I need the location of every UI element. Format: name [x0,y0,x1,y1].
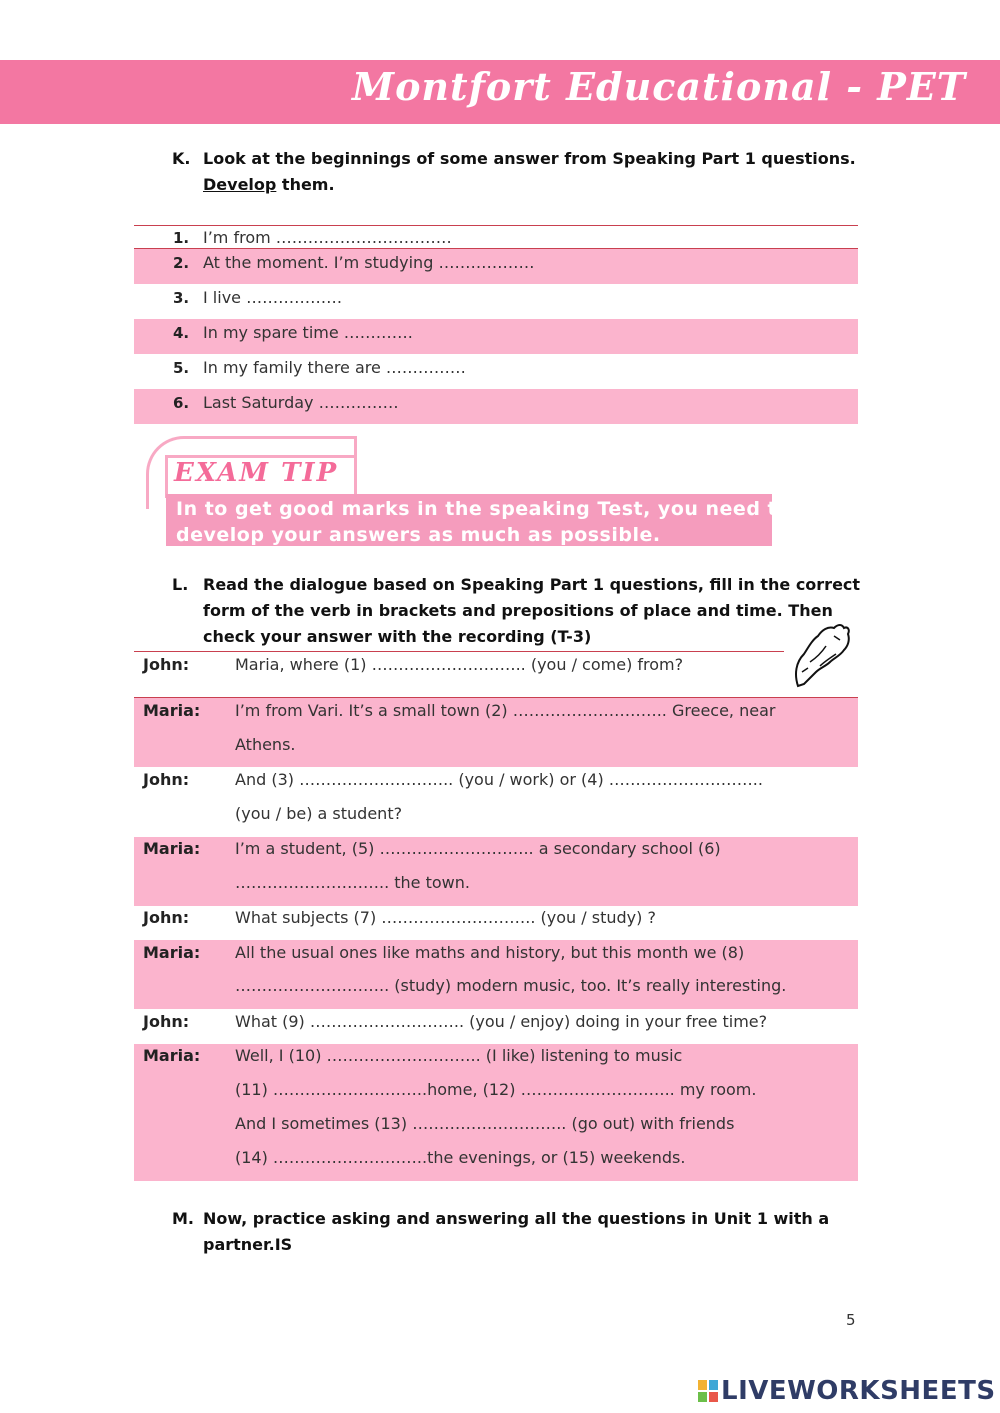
dialogue-line: (14) ………………………..the evenings, or (15) weekends. [235,1148,686,1167]
item-number: 2. [173,254,190,272]
header-title: Montfort Educational - PET [352,64,967,109]
item-number: 3. [173,289,190,307]
list-item [134,389,858,424]
dialogue-row [134,1009,858,1044]
item-text: In my spare time …………. [203,323,413,342]
item-text: In my family there are …………… [203,358,466,377]
dialogue-line: (you / be) a student? [235,804,403,823]
dialogue-line: Athens. [235,735,296,754]
section-k-letter: K. [172,149,191,168]
dialogue-row [134,1044,858,1181]
dialogue-line: ……………………….. (study) modern music, too. It’s really interesting. [235,976,787,995]
exam-tip-text [176,496,791,548]
dialogue-row [134,940,858,1009]
exam-tip-title: EXAM TIP [174,458,339,488]
dialogue-row [134,698,858,767]
dialogue-line: (11) ………………………..home, (12) ……………………….. my room. [235,1080,757,1099]
section-l-line2: form of the verb in brackets and prepositions of place and time. Then [203,601,833,620]
dialogue-line: Well, I (10) ……………………….. (I like) listening to music [235,1046,683,1065]
list-item [134,319,858,354]
dialogue-line: What subjects (7) ……………………….. (you / study) ? [235,908,656,927]
liveworksheets-logo-icon [698,1380,718,1402]
speaker-label: John: [143,655,190,674]
section-k-line2-rest: them. [276,175,335,194]
speaker-label: Maria: [143,701,201,720]
exam-tip-line1: In to get good marks in the speaking Test, you need to [176,498,791,520]
speaker-label: John: [143,770,190,789]
section-m-line2: partner.IS [203,1235,293,1254]
section-m-line1: Now, practice asking and answering all the questions in Unit 1 with a [203,1209,830,1228]
dialogue-line: And (3) ……………………….. (you / work) or (4) ……………………….. [235,770,763,789]
item-number: 5. [173,359,190,377]
section-l-line1: Read the dialogue based on Speaking Part 1 questions, fill in the correct [203,575,861,594]
speaker-label: Maria: [143,839,201,858]
item-number: 4. [173,324,190,342]
dialogue-line: I’m a student, (5) ……………………….. a secondary school (6) [235,839,721,858]
dialogue-line: ……………………….. the town. [235,873,470,892]
item-text: I’m from …………………………… [203,228,452,247]
speaker-label: Maria: [143,1046,201,1065]
develop-underlined: Develop [203,175,277,194]
list-item [134,354,858,389]
exam-tip-line2: develop your answers as much as possible. [176,524,661,546]
item-number: 1. [173,229,190,247]
item-text: I live ……………… [203,288,343,307]
dialogue-row [134,652,858,697]
dialogue-line: I’m from Vari. It’s a small town (2) ……………………….. Greece, near [235,701,776,720]
list-item [134,284,858,319]
list-item [134,249,858,284]
item-text: Last Saturday …………… [203,393,399,412]
section-m-letter: M. [172,1209,194,1228]
item-number: 6. [173,394,190,412]
dialogue-line: Maria, where (1) ……………………….. (you / come) from? [235,655,684,674]
dialogue-row [134,906,858,940]
section-k-line1: Look at the beginnings of some answer from Speaking Part 1 questions. [203,149,856,168]
speaker-label: John: [143,908,190,927]
dialogue-line: All the usual ones like maths and history, but this month we (8) [235,943,745,962]
section-l-line3: check your answer with the recording (T-3) [203,627,592,646]
dialogue-row [134,837,858,906]
page-number: 5 [846,1311,856,1329]
dialogue-line: What (9) ……………………….. (you / enjoy) doing in your free time? [235,1012,768,1031]
speaker-label: John: [143,1012,190,1031]
section-l-letter: L. [172,575,189,594]
section-k-line2 [203,172,335,198]
speaker-label: Maria: [143,943,201,962]
liveworksheets-brand[interactable]: LIVEWORKSHEETS [721,1376,996,1406]
dialogue-row [134,767,858,837]
item-text: At the moment. I’m studying ……………… [203,253,535,272]
list-item [134,226,858,248]
dialogue-line: And I sometimes (13) ……………………….. (go out) with friends [235,1114,735,1133]
